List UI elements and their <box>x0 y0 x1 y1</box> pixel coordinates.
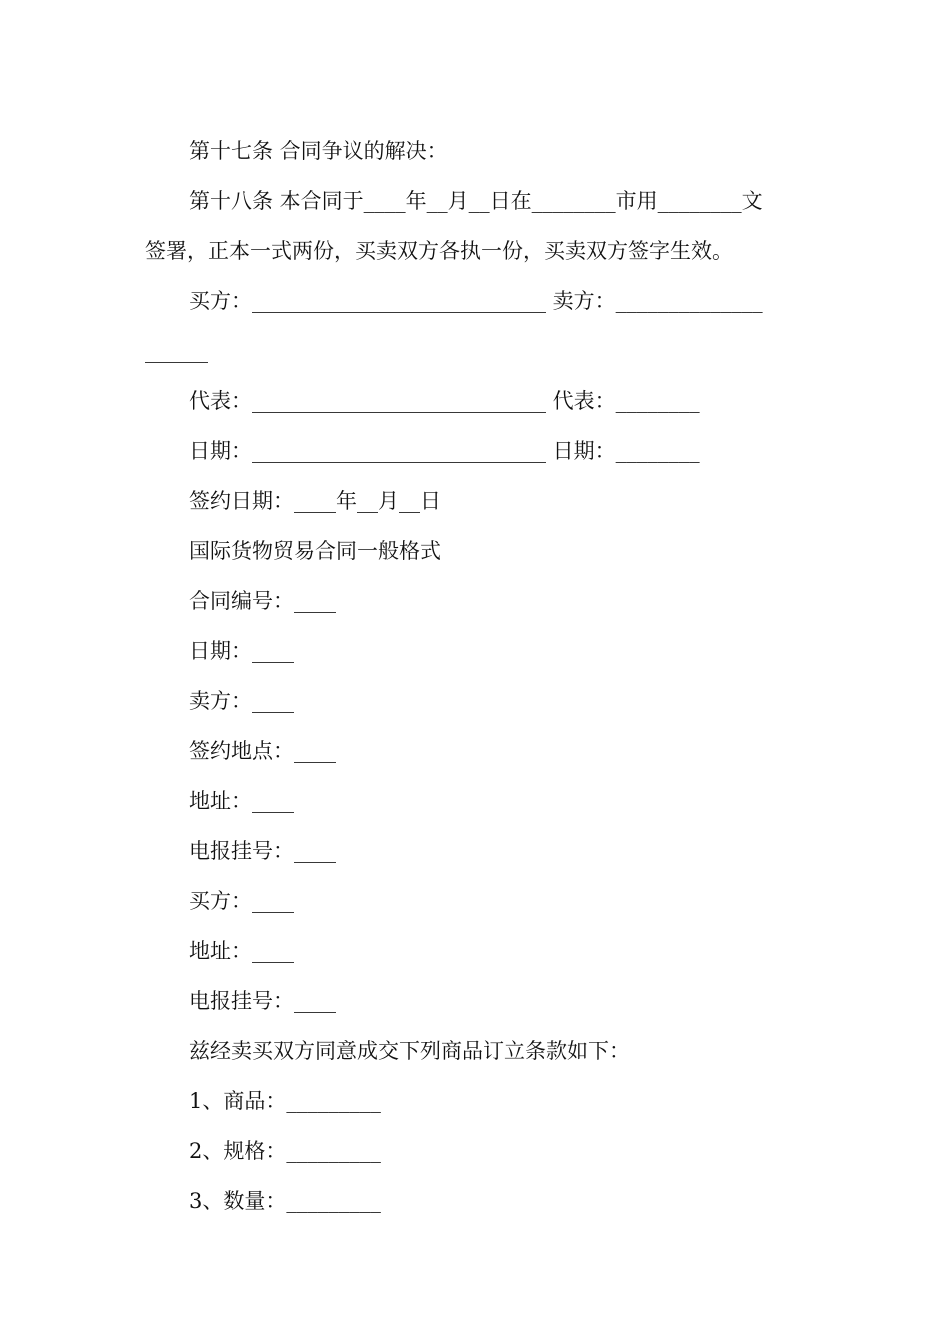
section-heading: 国际货物贸易合同一般格式 <box>189 539 441 563</box>
clause-18: 第十八条 本合同于____年__月__日在________市用________文 <box>189 189 763 213</box>
signature-continued: ______ <box>145 339 208 363</box>
term-specification: 2、规格：_________ <box>189 1139 381 1163</box>
term-commodity: 1、商品：_________ <box>189 1089 381 1113</box>
seller-telegraph: 电报挂号：____ <box>189 839 336 863</box>
signature-date: 日期：____________________________ 日期：________ <box>189 439 700 463</box>
clause-18-continued: 签署，正本一式两份，买卖双方各执一份，买卖双方签字生效。 <box>145 239 733 263</box>
buyer-address: 地址：____ <box>189 939 294 963</box>
seller-field: 卖方：____ <box>189 689 294 713</box>
terms-intro: 兹经卖买双方同意成交下列商品订立条款如下： <box>189 1039 630 1063</box>
term-quantity: 3、数量：_________ <box>189 1189 381 1213</box>
signature-buyer-seller: 买方：____________________________ 卖方：______________ <box>189 289 763 313</box>
seller-address: 地址：____ <box>189 789 294 813</box>
date-field: 日期：____ <box>189 639 294 663</box>
clause-17: 第十七条 合同争议的解决： <box>189 139 448 163</box>
contract-number: 合同编号：____ <box>189 589 336 613</box>
buyer-telegraph: 电报挂号：____ <box>189 989 336 1013</box>
signing-place: 签约地点：____ <box>189 739 336 763</box>
signature-representative: 代表：____________________________ 代表：________ <box>189 389 700 413</box>
buyer-field: 买方：____ <box>189 889 294 913</box>
signing-date: 签约日期：____年__月__日 <box>189 489 441 513</box>
